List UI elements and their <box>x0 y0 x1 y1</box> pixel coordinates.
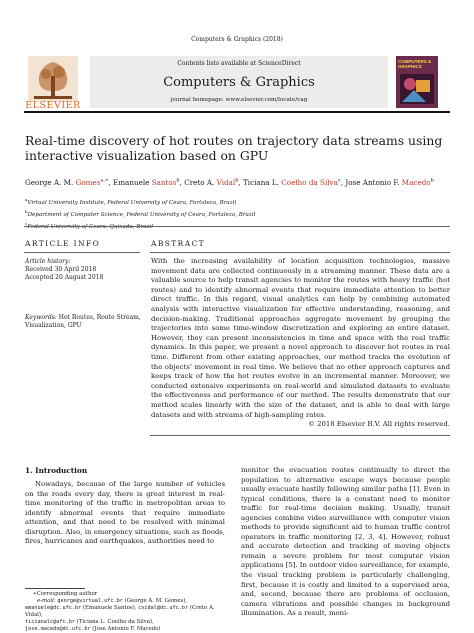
corresponding-author: ∗Corresponding author <box>33 591 98 597</box>
author-affiliation-mark: b <box>235 178 239 184</box>
introduction-heading: 1. Introduction <box>25 466 88 475</box>
elsevier-wordmark: ELSEVIER <box>25 100 81 111</box>
email-link[interactable]: emanuele@dc.ufc.br <box>25 605 82 611</box>
email-label: e-mail: <box>37 598 58 604</box>
author-surname-link[interactable]: Coelho da Silva <box>281 178 338 188</box>
journal-homepage: journal homepage: www.elsevier.com/locate/cag <box>170 97 308 103</box>
cover-title: COMPUTERS & GRAPHICS <box>398 59 432 69</box>
author <box>345 178 434 187</box>
journal-header-box <box>90 56 388 108</box>
author-separator: , <box>108 178 113 188</box>
author <box>243 178 345 187</box>
abstract-heading: ABSTRACT <box>151 239 206 248</box>
author-surname-link[interactable]: Gomes <box>75 178 101 188</box>
author-separator: , <box>179 178 185 188</box>
copyright: © 2018 Elsevier B.V. All rights reserved. <box>308 420 450 428</box>
author <box>184 178 243 187</box>
received-date: Received 30 April 2018 <box>25 266 97 274</box>
email-owner: (George A. M. Gomes), <box>122 598 188 604</box>
author <box>113 178 184 187</box>
author-affiliation-mark: b <box>176 178 180 184</box>
running-head: Computers & Graphics (2018) <box>191 36 283 43</box>
footnote-rule <box>25 588 85 589</box>
affiliation-mark: b <box>25 208 28 214</box>
author-surname-link[interactable]: Macedo <box>401 178 431 188</box>
article-history <box>25 258 141 283</box>
journal-title: Computers & Graphics <box>163 75 315 90</box>
author-given-name: Jose Antonio F. <box>345 178 402 188</box>
affiliation <box>25 196 325 208</box>
history-label: Article history: <box>25 258 71 265</box>
email-owner: (Jose Antonio F. Macedo) <box>90 626 161 632</box>
email-link[interactable]: george@virtual.ufc.br <box>57 598 123 604</box>
introduction-col2: monitor the evacuation routes continually to direct the population to alternative escape ways because people usually evacuate hastily following similar paths [1]. Even in typical conditions, there is a constant need to monitor traffic for real-time decision making. Usually, transit agencies combine video surveillance with computer vision methods to provide significant aid to human traffic control operators in traffic monitoring [2, 3, 4]. However, robust and accurate detection and tracking of moving objects remain a severe problem for most computer vision applications [5]. In outdoor video surveillance, for example, the visual tracking problem is particularly challenging, first, because it is costly and limited to a supervised area, and, second, because there are problems of occlusion, camera vibrations and possible changes in background illumination. As a result, moni- <box>241 466 450 618</box>
author-surname-link[interactable]: Santos <box>151 178 177 188</box>
article-info-heading: ARTICLE INFO <box>25 239 101 248</box>
author-affiliation-mark: b <box>430 178 434 184</box>
header-rule <box>24 111 450 113</box>
affiliation-mark: a <box>25 197 28 202</box>
author <box>25 178 113 187</box>
contents-line: Contents lists available at ScienceDirect <box>177 60 301 67</box>
affiliation-mark: c <box>25 220 28 226</box>
email-link[interactable]: cvidal@dc.ufc.br <box>138 605 189 611</box>
author-list <box>25 178 450 187</box>
author-given-name: Emanuele <box>112 178 152 188</box>
author-affiliation-mark: a,∗ <box>100 178 109 184</box>
affiliation-text: Department of Computer Science, Federal University of Ceara, Fortaleza, Brazil <box>27 211 256 218</box>
email-owner: (Emanuele Santos), <box>81 605 139 611</box>
affiliation <box>25 208 325 220</box>
email-link[interactable]: jose.macedo@dc.ufc.br <box>25 626 91 632</box>
email-owner: (Ticiana L. Coelho da Silva), <box>74 619 154 625</box>
abstract-bottom-rule <box>150 435 450 436</box>
journal-cover-image <box>396 56 438 108</box>
email-link[interactable]: ticianalc@ufc.br <box>25 619 75 625</box>
abstract-text: With the increasing availability of location acquisition technologies, massive movement data are collected continuously in a streaming manner. These data are a valuable source to help transit agencies to monitor the routes with heavy traffic (hot routes) and to identify abnormal events that require immediate attention to better direct traffic. In this regard, visual analytics can help by combining automated analysis with interactive visualization for effective understanding, reasoning, and decision-making. Traditional approaches aggregate movement by grouping the trajectories into some time-window discretization and exploring an entire dataset. However, they can present inconsistencies in time and space with the real traffic dynamics. In this paper, we present a novel approach to discover hot routes in real time. Different from other existing approaches, our method tracks the evolution of the objects’ movement in real time. We believe that no other approach captures and keeps track of how the hot routes evolve in an incremental manner. Moreover, we conducted extensive experiments on real-world and simulated datasets to evaluate the effectiveness and performance of our method. The results demonstrate that our method scales linearly with the size of the dataset, and is able to deal with large datasets and with streams of high-sampling rates. <box>151 257 450 419</box>
elsevier-tree-logo <box>28 56 78 102</box>
introduction-col1: Nowadays, because of the large number of vehicles on the roads every day, there is great interest in real-time monitoring of the traffic in metropolitan areas to identify abnormal events that require immediate attention, and that need to be resolved with minimal disruption. Also, in emergency situations, such as floods, fires, hurricanes and earthquakes, authorities need to <box>25 480 225 546</box>
email-owner: (Creto A. Vidal), <box>25 605 215 618</box>
author-surname-link[interactable]: Vidal <box>216 178 236 188</box>
keywords <box>25 314 141 330</box>
article-info-rule <box>24 252 140 253</box>
affiliation-text: Virtual University Institute, Federal University of Ceara, Fortaleza, Brazil <box>27 199 237 206</box>
footnote <box>25 591 230 633</box>
paper-title: Real-time discovery of hot routes on trajectory data streams using interactive visualization based on GPU <box>25 133 443 163</box>
keywords-list: Hot Routes, Route Stream, Visualization, GPU <box>25 314 141 330</box>
author-given-name: Creto A. <box>184 178 217 188</box>
author-affiliation-mark: c <box>337 178 341 184</box>
author-separator: , <box>238 178 243 188</box>
author-separator: , <box>340 178 346 188</box>
author-given-name: George A. M. <box>25 178 76 188</box>
accepted-date: Accepted 20 August 2018 <box>25 274 104 282</box>
author-given-name: Ticiana L. <box>243 178 282 188</box>
keywords-label: Keywords: <box>25 314 57 321</box>
section-rule <box>24 226 450 227</box>
cover-art-icon <box>400 74 434 104</box>
abstract-rule <box>150 252 450 253</box>
